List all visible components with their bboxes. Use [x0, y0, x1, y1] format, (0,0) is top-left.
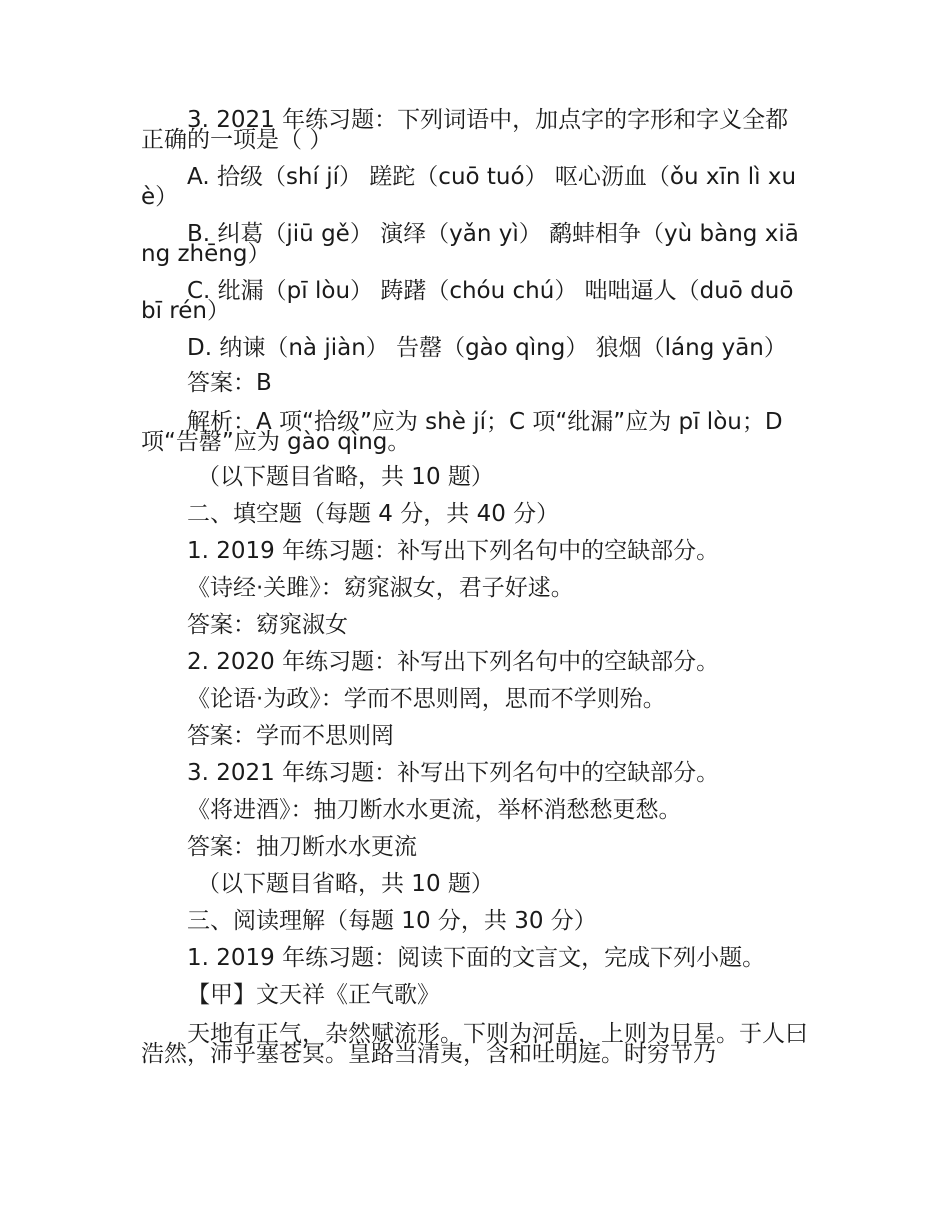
question-3-analysis: 解析：A 项“拾级”应为 shè jí；C 项“纰漏”应为 pī lòu；D 项“告罄”应为 gào qìng。: [141, 409, 783, 455]
reading-1-title: 【甲】文天祥《正气歌》: [187, 982, 440, 1008]
option-a: A. 拾级（shí jí） 蹉跎（cuō tuó） 呕心沥血（ǒu xīn lì xuè）: [141, 164, 797, 210]
fill-3-answer: 答案：抽刀断水水更流: [187, 834, 417, 860]
fill-2-stem: 2. 2020 年练习题：补写出下列名句中的空缺部分。: [187, 649, 720, 675]
fill-3-quote: 《将进酒》：抽刀断水水更流，举杯消愁愁更愁。: [187, 797, 682, 823]
section-3-heading: 三、阅读理解（每题 10 分，共 30 分）: [187, 908, 597, 934]
question-3-stem: 3. 2021 年练习题：下列词语中，加点字的字形和字义全都正确的一项是（ ）: [141, 107, 789, 153]
omitted-note-1: （以下题目省略，共 10 题）: [197, 464, 494, 490]
section-2-heading: 二、填空题（每题 4 分，共 40 分）: [187, 501, 560, 527]
question-3-answer: 答案：B: [187, 370, 272, 396]
fill-3-stem: 3. 2021 年练习题：补写出下列名句中的空缺部分。: [187, 760, 720, 786]
fill-2-answer: 答案：学而不思则罔: [187, 723, 394, 749]
fill-1-quote: 《诗经·关雎》：窈窕淑女，君子好逑。: [187, 575, 574, 601]
fill-2-quote: 《论语·为政》：学而不思则罔，思而不学则殆。: [187, 686, 666, 712]
omitted-note-2: （以下题目省略，共 10 题）: [197, 871, 494, 897]
fill-1-stem: 1. 2019 年练习题：补写出下列名句中的空缺部分。: [187, 538, 720, 564]
reading-1-text: 天地有正气，杂然赋流形。下则为河岳，上则为日星。于人曰浩然，沛乎塞苍冥。皇路当清夷，含和吐明庭。时穷节乃: [141, 1021, 808, 1067]
reading-1-stem: 1. 2019 年练习题：阅读下面的文言文，完成下列小题。: [187, 945, 766, 971]
option-b: B. 纠葛（jiū gě） 演绎（yǎn yì） 鹬蚌相争（yù bàng xiāng zhēng）: [141, 221, 799, 267]
option-c: C. 纰漏（pī lòu） 踌躇（chóu chú） 咄咄逼人（duō duō bī rén）: [141, 278, 794, 324]
fill-1-answer: 答案：窈窕淑女: [187, 612, 348, 638]
document-body: [141, 104, 809, 1075]
option-d: D. 纳谏（nà jiàn） 告罄（gào qìng） 狼烟（láng yān）: [187, 335, 787, 361]
